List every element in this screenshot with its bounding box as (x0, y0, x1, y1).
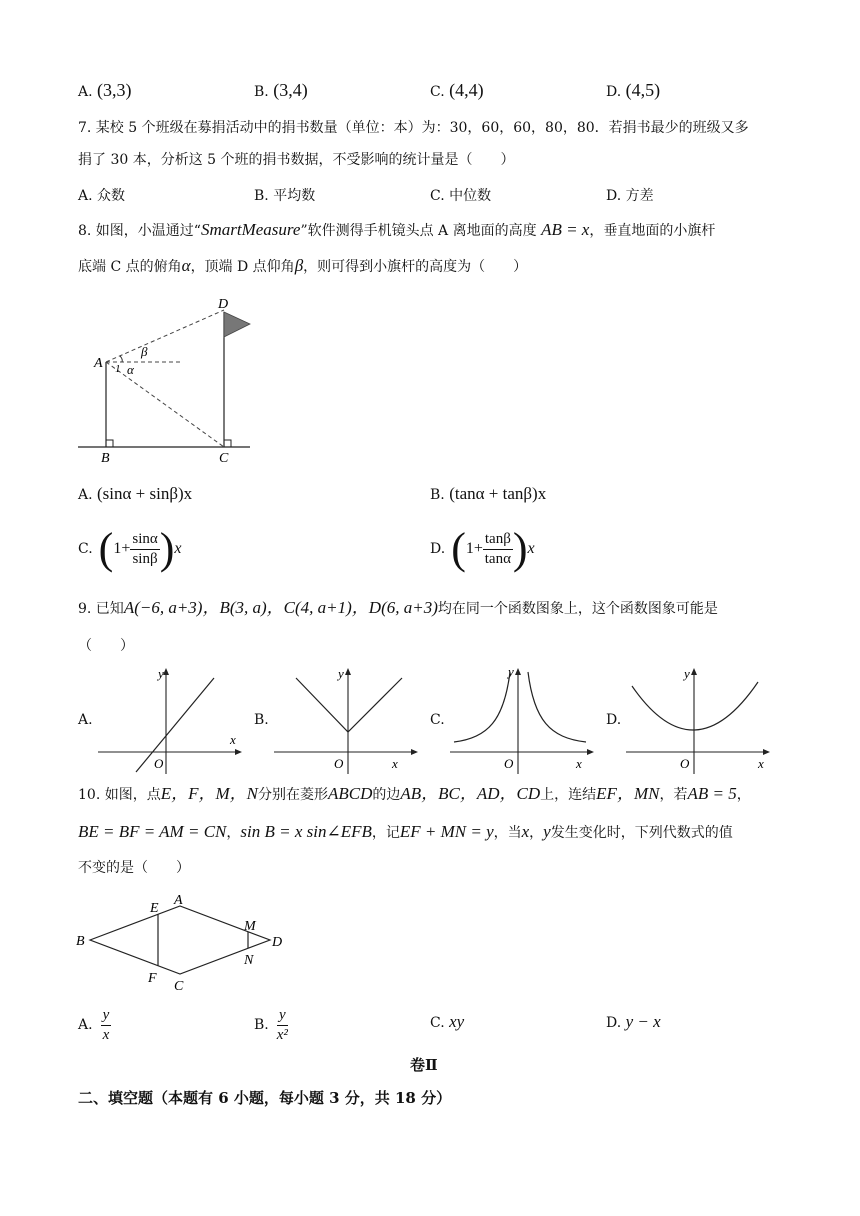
label-b: B (76, 934, 85, 949)
q8-stem-line1: 8. 如图，小温通过“SmartMeasure”软件测得手机镜头点 A 离地面的高度 AB = x，垂直地面的小旗杆 (78, 220, 716, 239)
q9-option-a-label: A. (78, 712, 93, 728)
q10-figure (74, 888, 294, 998)
q7-option-c: C. 中位数 (430, 188, 492, 204)
q8-option-d: D. ( 1+ $\frac{\tan\beta}{\tan\alpha}$ ) x (430, 524, 535, 573)
q8-figure (70, 292, 270, 464)
fraction: $\frac{y}{\text{x²}}$ (276, 1006, 288, 1043)
fraction: $\frac{y}{x}$ (102, 1006, 110, 1043)
label-n: N (244, 953, 254, 968)
q7-option-b: B. 平均数 (254, 188, 316, 204)
volume-title: 卷Ⅱ (410, 1056, 438, 1074)
q9-graph-a (96, 664, 246, 776)
q9-option-c-label: C. (430, 712, 445, 728)
svg-text:x: x (758, 756, 764, 771)
label-alpha: α (127, 362, 134, 377)
q9-stem-line2: （ ） (78, 638, 134, 654)
right-angle-c (224, 440, 231, 447)
svg-text:O: O (504, 756, 514, 771)
q9-graph-c (448, 664, 598, 776)
q7-stem-line2: 捐了 30 本，分析这 5 个班的捐书数据，不受影响的统计量是（ ） (78, 152, 515, 168)
q10-option-b: B. $\frac{y}{\text{x²}}$ (254, 1006, 288, 1043)
svg-text:x: x (230, 732, 236, 747)
q9-option-b-label: B. (254, 712, 269, 728)
label-beta: β (141, 344, 148, 359)
svg-text:O: O (154, 756, 164, 771)
sightline-ac (106, 362, 224, 447)
fraction: $\frac{\sin\alpha}{\sin\beta}$ (132, 530, 158, 567)
graph-v (296, 678, 402, 732)
paren-close: ) (159, 524, 175, 573)
q9-graph-d (624, 664, 774, 776)
q7-option-d: D. 方差 (606, 188, 654, 204)
q7-option-a: A. 众数 (78, 188, 126, 204)
q6-option-c: C. (4,4) (430, 80, 484, 100)
graph-right-branch (528, 672, 586, 742)
graph-parabola (632, 682, 758, 730)
paren-close: ) (512, 524, 528, 573)
q6-option-b: B. (3,4) (254, 80, 308, 100)
label-one: 1 (115, 363, 121, 375)
sightline-ad (106, 310, 224, 362)
flag (224, 312, 250, 337)
q10-option-d: D. y − x (606, 1012, 661, 1031)
q8-option-b: B. (tanα + tanβ)x (430, 484, 547, 503)
label-d: D (218, 297, 229, 312)
svg-text:y: y (158, 666, 164, 681)
angle-arc-beta (120, 356, 122, 362)
q10-option-c: C. xy (430, 1012, 465, 1031)
svg-text:x: x (392, 756, 398, 771)
label-m: M (244, 919, 256, 934)
label-f: F (148, 971, 157, 986)
q9-option-d-label: D. (606, 712, 622, 728)
paren-open: ( (451, 524, 466, 573)
section-heading: 二、填空题（本题有 6 小题，每小题 3 分，共 18 分） (78, 1089, 452, 1107)
q6-option-d: D. (4,5) (606, 80, 661, 100)
label-e: E (150, 901, 159, 916)
svg-text:O: O (334, 756, 344, 771)
label-a: A (94, 356, 103, 371)
rhombus-abcd (90, 906, 270, 974)
q10-stem-line2: BE = BF = AM = CN，sin B = x sin∠EFB，记EF + MN = y，当x，y发生变化时，下列代数式的值 (78, 822, 733, 841)
paren-open: ( (98, 524, 114, 573)
label-d: D (272, 935, 283, 950)
q10-stem-line1: 10. 如图，点E，F，M，N分别在菱形ABCD的边AB，BC，AD，CD上，连结EF，MN，若AB = 5， (78, 784, 751, 803)
q10-option-a: A. $\frac{y}{x}$ (78, 1006, 110, 1043)
svg-text:x: x (576, 756, 582, 771)
q8-option-a: A. (sinα + sinβ)x (78, 484, 193, 503)
q10-stem-line3: 不变的是（ ） (78, 860, 190, 876)
svg-text:y: y (338, 666, 344, 681)
svg-text:O: O (680, 756, 690, 771)
graph-left-branch (454, 672, 510, 742)
svg-text:y: y (508, 664, 514, 679)
label-a: A (174, 893, 183, 908)
label-c: C (219, 451, 229, 464)
fraction: $\frac{\tan\beta}{\tan\alpha}$ (484, 530, 511, 567)
label-b: B (101, 451, 110, 464)
graph-line (136, 678, 214, 772)
q8-stem-line2: 底端 C 点的俯角α，顶端 D 点仰角β，则可得到小旗杆的高度为（ ） (78, 256, 528, 275)
q7-stem-line1: 7. 某校 5 个班级在募捐活动中的捐书数量（单位：本）为：30，60，60，80，80．若捐书最少的班级又多 (78, 120, 749, 136)
q8-option-c: C. ( 1+ $\frac{\sin\alpha}{\sin\beta}$ ) x (78, 524, 182, 573)
label-c: C (174, 979, 184, 994)
svg-text:y: y (684, 666, 690, 681)
q9-stem-line1: 9. 已知A(−6, a+3)，B(3, a)，C(4, a+1)，D(6, a+3)均在同一个函数图象上，这个函数图象可能是 (78, 598, 718, 617)
right-angle-b (106, 440, 113, 447)
q6-option-a: A. (3,3) (78, 80, 132, 100)
q9-graph-b (272, 664, 422, 776)
